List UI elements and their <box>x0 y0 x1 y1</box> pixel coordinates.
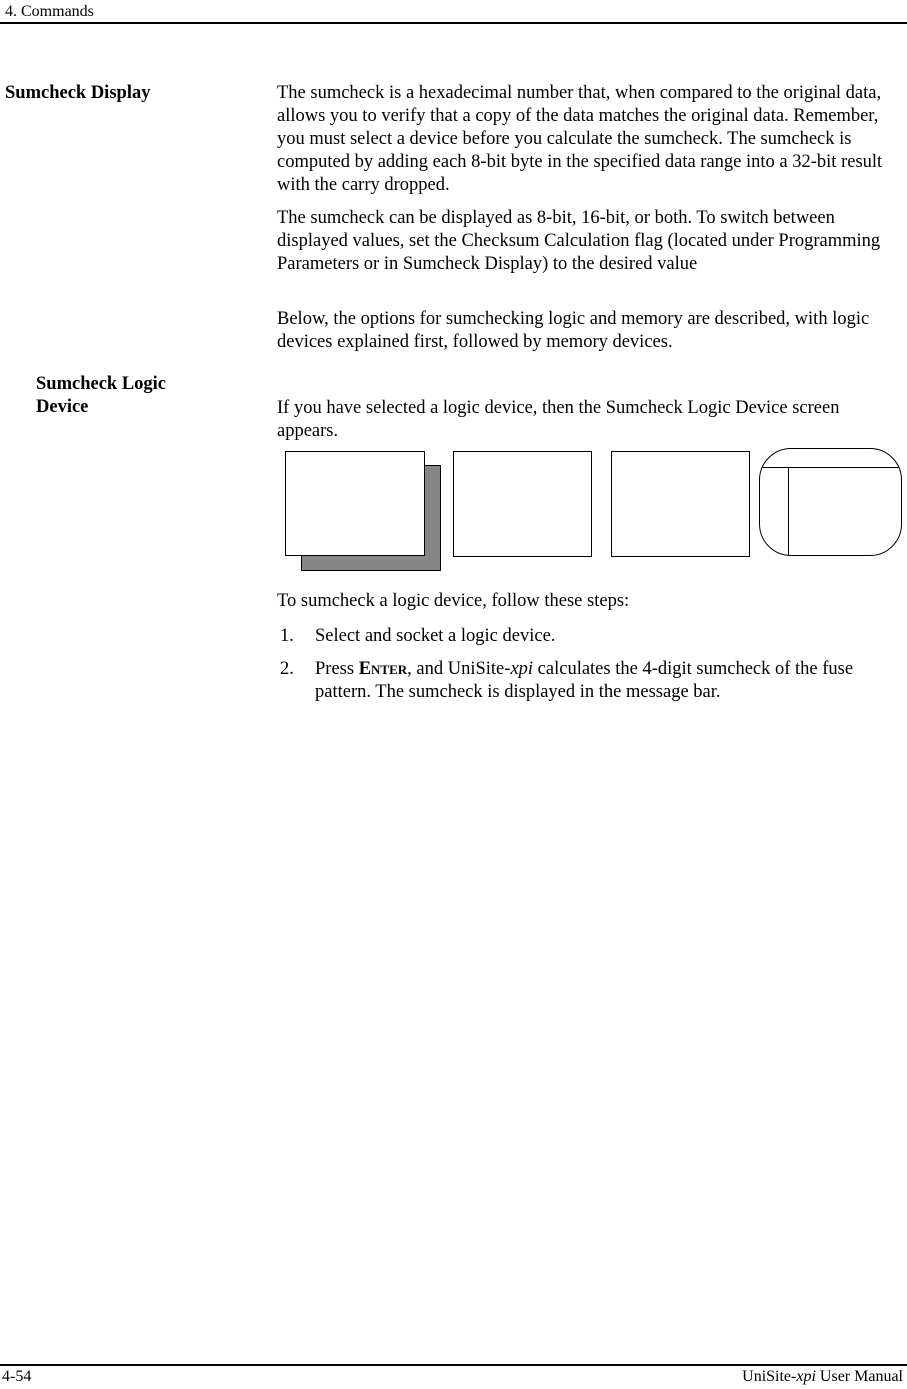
product-name-italic: xpi <box>510 659 534 679</box>
step-text-pre: Press <box>315 659 359 679</box>
step-text-mid: , and UniSite- <box>407 659 511 679</box>
step-number: 1. <box>280 626 294 646</box>
manual-title-italic: xpi <box>796 1368 816 1385</box>
blank-screen-figure <box>611 451 750 557</box>
paragraph-display-options: The sumcheck can be displayed as 8-bit, 16-bit, or both. To switch between displayed values, set the Checksum Calculation flag (located under Programming Parameters or in Sumcheck Display) to the desired value <box>277 208 881 274</box>
sidebar-line <box>788 467 790 556</box>
sidehead-line-2: Device <box>36 397 89 417</box>
step-item-2 <box>280 658 896 704</box>
screen-front <box>285 451 425 556</box>
step-item-1 <box>280 625 896 648</box>
sidehead-line-1: Sumcheck Logic <box>36 374 167 394</box>
manual-title <box>742 1367 903 1387</box>
page-number: 4-54 <box>2 1368 32 1385</box>
paragraph-sumcheck-definition: The sumcheck is a hexadecimal number that, when compared to the original data, allows you to verify that a copy of the data matches the original data. Remember, you must select a device before you calculate the sumcheck. The sumcheck is computed by adding each 8-bit byte in the specified data range into a 32-bit result with the carry dropped. <box>277 83 883 195</box>
manual-title-post: User Manual <box>815 1368 903 1385</box>
paragraph-if-selected: If you have selected a logic device, then the Sumcheck Logic Device screen appears. <box>277 398 840 441</box>
header-rule <box>0 22 907 24</box>
chapter-heading: 4. Commands <box>5 3 94 20</box>
enter-key-label: Enter <box>358 659 408 679</box>
sidehead-sumcheck-display: Sumcheck Display <box>5 83 151 103</box>
rounded-screen-figure <box>759 448 902 556</box>
sidehead-sumcheck-logic-device <box>36 373 166 419</box>
titlebar-line <box>760 467 901 469</box>
step-text: Select and socket a logic device. <box>315 626 556 646</box>
step-text-post: calculates the 4-digit sumcheck of the fuse pattern. The sumcheck is displayed in the message bar. <box>315 659 854 702</box>
paragraph-options-overview: Below, the options for sumchecking logic and memory are described, with logic devices explained first, followed by memory devices. <box>277 309 870 352</box>
step-text <box>315 658 896 704</box>
step-number: 2. <box>280 659 294 679</box>
screen-stack-figure <box>285 448 442 572</box>
blank-screen-figure <box>453 451 592 557</box>
footer-rule <box>0 1364 907 1366</box>
figure-row-sumcheck-screens <box>285 448 903 573</box>
manual-title-pre: UniSite- <box>742 1368 797 1385</box>
steps-intro: To sumcheck a logic device, follow these steps: <box>277 591 630 611</box>
